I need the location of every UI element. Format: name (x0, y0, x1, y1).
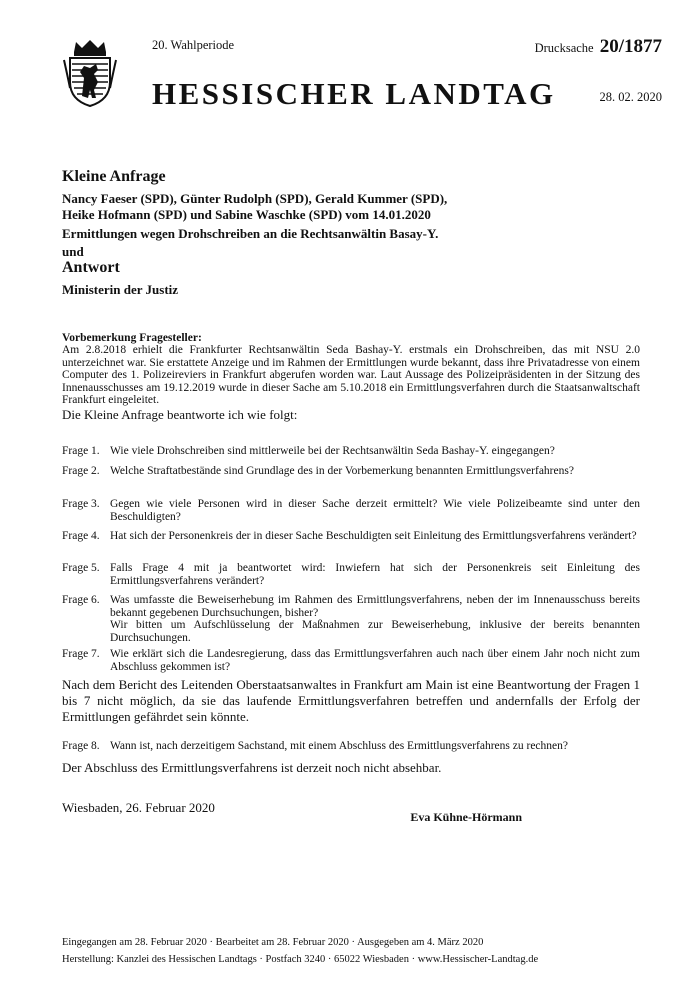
authors-line: Nancy Faeser (SPD), Günter Rudolph (SPD), Gerald Kummer (SPD), (62, 191, 448, 206)
question-item (62, 594, 640, 644)
question-item (62, 562, 640, 587)
footer-dates: Eingegangen am 28. Februar 2020 · Bearbeitet am 28. Februar 2020 · Ausgegeben am 4. März 2020 (62, 937, 484, 948)
question-item (62, 465, 640, 478)
question-label: Frage 8. (62, 740, 100, 752)
intro-sentence: Die Kleine Anfrage beantworte ich wie folgt: (62, 407, 298, 422)
drucksache-label: Drucksache (534, 41, 594, 55)
question-text-addendum: Wir bitten um Aufschlüsselung der Maßnahmen zur Beweiserhebung, inklusive der bereits benannten Durchsuchungen. (110, 619, 640, 644)
drucksache-number (535, 36, 662, 58)
answer-question-8: Der Abschluss des Ermittlungsverfahrens ist derzeit noch nicht absehbar. (62, 760, 442, 775)
antwort-heading: Antwort (62, 259, 120, 276)
question-label: Frage 5. (62, 562, 100, 574)
drucksache-value: 20/1877 (599, 36, 662, 57)
question-item (62, 648, 640, 673)
preface-text: Am 2.8.2018 erhielt die Frankfurter Rechtsanwältin Seda Bashay-Y. erstmals ein Drohschreiben, das mit NSU 2.0 unterzeichnet war. Sie erstattete Anzeige und im Rahmen der Ermittlungen wurde bekannt, dass ihre Privatadresse von einem Computer des 1. Polizeireviers in Frankfurt abgerufen worden war. Laut Aussage des Polizeipräsidenten in der Sitzung des Innenausschusses am 19.12.2019 wurde in dieser Sache am 5.10.2018 ein Ermittlungsverfahren durch die Staatsanwaltschaft Frankfurt eingeleitet. (62, 344, 640, 407)
und-label: und (62, 244, 84, 259)
answerer: Ministerin der Justiz (62, 282, 179, 297)
question-label: Frage 6. (62, 594, 100, 606)
question-text: Welche Straftatbestände sind Grundlage des in der Vorbemerkung benannten Ermittlungsverfahrens? (110, 465, 574, 477)
subject-title: Ermittlungen wegen Drohschreiben an die Rechtsanwältin Basay-Y. (62, 226, 439, 241)
hessian-lion-crest-icon (62, 38, 118, 108)
question-text: Falls Frage 4 mit ja beantwortet wird: Inwiefern hat sich der Personenkreis seit Einleitung des Ermittlungsverfahrens verändert? (110, 562, 640, 587)
question-text: Wie erklärt sich die Landesregierung, dass das Ermittlungsverfahren auch nach über einem Jahr noch nicht zum Abschluss gekommen ist? (110, 648, 640, 673)
question-text: Gegen wie viele Personen wird in dieser Sache derzeit ermittelt? Wie viele Polizeibeamte sind unter den Beschuldigten? (110, 498, 640, 523)
question-label: Frage 1. (62, 445, 100, 457)
answer-questions-1-7: Nach dem Bericht des Leitenden Oberstaatsanwaltes in Frankfurt am Main ist eine Beantwortung der Fragen 1 bis 7 nicht möglich, da sie das laufende Ermittlungsverfahren betreffen und andernfalls der Erfolg der Ermittlungen gefährdet sein könnte. (62, 677, 640, 724)
legislative-period: 20. Wahlperiode (152, 38, 235, 52)
question-label: Frage 4. (62, 530, 100, 542)
question-label: Frage 3. (62, 498, 100, 510)
question-text: Wie viele Drohschreiben sind mittlerweile bei der Rechtsanwältin Seda Bashay-Y. eingegangen? (110, 445, 555, 457)
document-date: 28. 02. 2020 (599, 90, 662, 104)
question-item (62, 530, 640, 543)
authors (62, 191, 532, 222)
kleine-anfrage-heading: Kleine Anfrage (62, 168, 166, 185)
footer-imprint: Herstellung: Kanzlei des Hessischen Landtags · Postfach 3240 · 65022 Wiesbaden · www.Hessischer-Landtag.de (62, 954, 539, 965)
question-label: Frage 7. (62, 648, 100, 660)
question-item (62, 445, 640, 458)
question-item (62, 498, 640, 523)
preface-heading: Vorbemerkung Fragesteller: (62, 332, 202, 344)
document-title: HESSISCHER LANDTAG (152, 76, 556, 111)
signer-name: Eva Kühne-Hörmann (410, 810, 522, 824)
authors-line: Heike Hofmann (SPD) und Sabine Waschke (SPD) vom 14.01.2020 (62, 206, 431, 222)
question-text: Hat sich der Personenkreis der in dieser Sache Beschuldigten seit Einleitung des Ermittlungsverfahrens verändert? (110, 530, 637, 542)
question-label: Frage 2. (62, 465, 100, 477)
question-text: Wann ist, nach derzeitigem Sachstand, mit einem Abschluss des Ermittlungsverfahrens zu rechnen? (110, 740, 568, 752)
question-item (62, 740, 640, 753)
place-date: Wiesbaden, 26. Februar 2020 (62, 800, 215, 815)
question-text: Was umfasste die Beweiserhebung im Rahmen des Ermittlungsverfahrens, neben der im Innenausschuss bereits bekannt gegebenen Durchsuchungen, bisher? (110, 594, 640, 619)
